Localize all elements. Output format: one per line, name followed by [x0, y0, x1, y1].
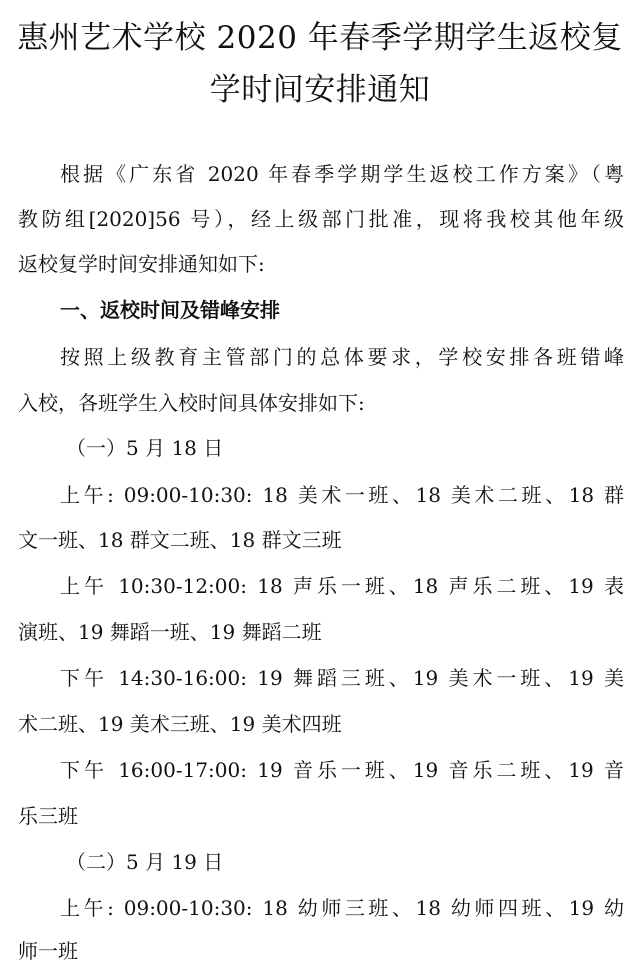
section-heading: 一、返校时间及错峰安排	[60, 298, 280, 322]
paragraph-line: 教防组[2020]56 号），经上级部门批准，现将我校其他年级	[18, 207, 624, 231]
schedule-line: 文一班、18 群文二班、18 群文三班	[18, 528, 342, 552]
paragraph-line: 返校复学时间安排通知如下:	[18, 252, 265, 276]
date-subheading: （一）5 月 18 日	[66, 436, 224, 460]
schedule-line: 师一班	[18, 939, 78, 963]
schedule-line: 术二班、19 美术三班、19 美术四班	[18, 712, 342, 736]
schedule-line: 下午 16:00-17:00: 19 音乐一班、19 音乐二班、19 音	[60, 758, 624, 782]
paragraph-line: 根据《广东省 2020 年春季学期学生返校工作方案》（粤	[60, 162, 624, 186]
paragraph-line: 按照上级教育主管部门的总体要求，学校安排各班错峰	[60, 345, 624, 369]
schedule-line: 上午: 09:00-10:30: 18 幼师三班、18 幼师四班、19 幼	[60, 896, 624, 920]
schedule-line: 上午 10:30-12:00: 18 声乐一班、18 声乐二班、19 表	[60, 574, 624, 598]
document-title-line-2: 学时间安排通知	[209, 72, 431, 108]
schedule-line: 下午 14:30-16:00: 19 舞蹈三班、19 美术一班、19 美	[60, 666, 624, 690]
schedule-line: 演班、19 舞蹈一班、19 舞蹈二班	[18, 620, 322, 644]
schedule-line: 上午: 09:00-10:30: 18 美术一班、18 美术二班、18 群	[60, 483, 624, 507]
schedule-line: 乐三班	[18, 804, 78, 828]
document-title-line-1: 惠州艺术学校 2020 年春季学期学生返校复	[17, 20, 623, 56]
date-subheading: （二）5 月 19 日	[66, 850, 224, 874]
paragraph-line: 入校，各班学生入校时间具体安排如下:	[18, 391, 365, 415]
